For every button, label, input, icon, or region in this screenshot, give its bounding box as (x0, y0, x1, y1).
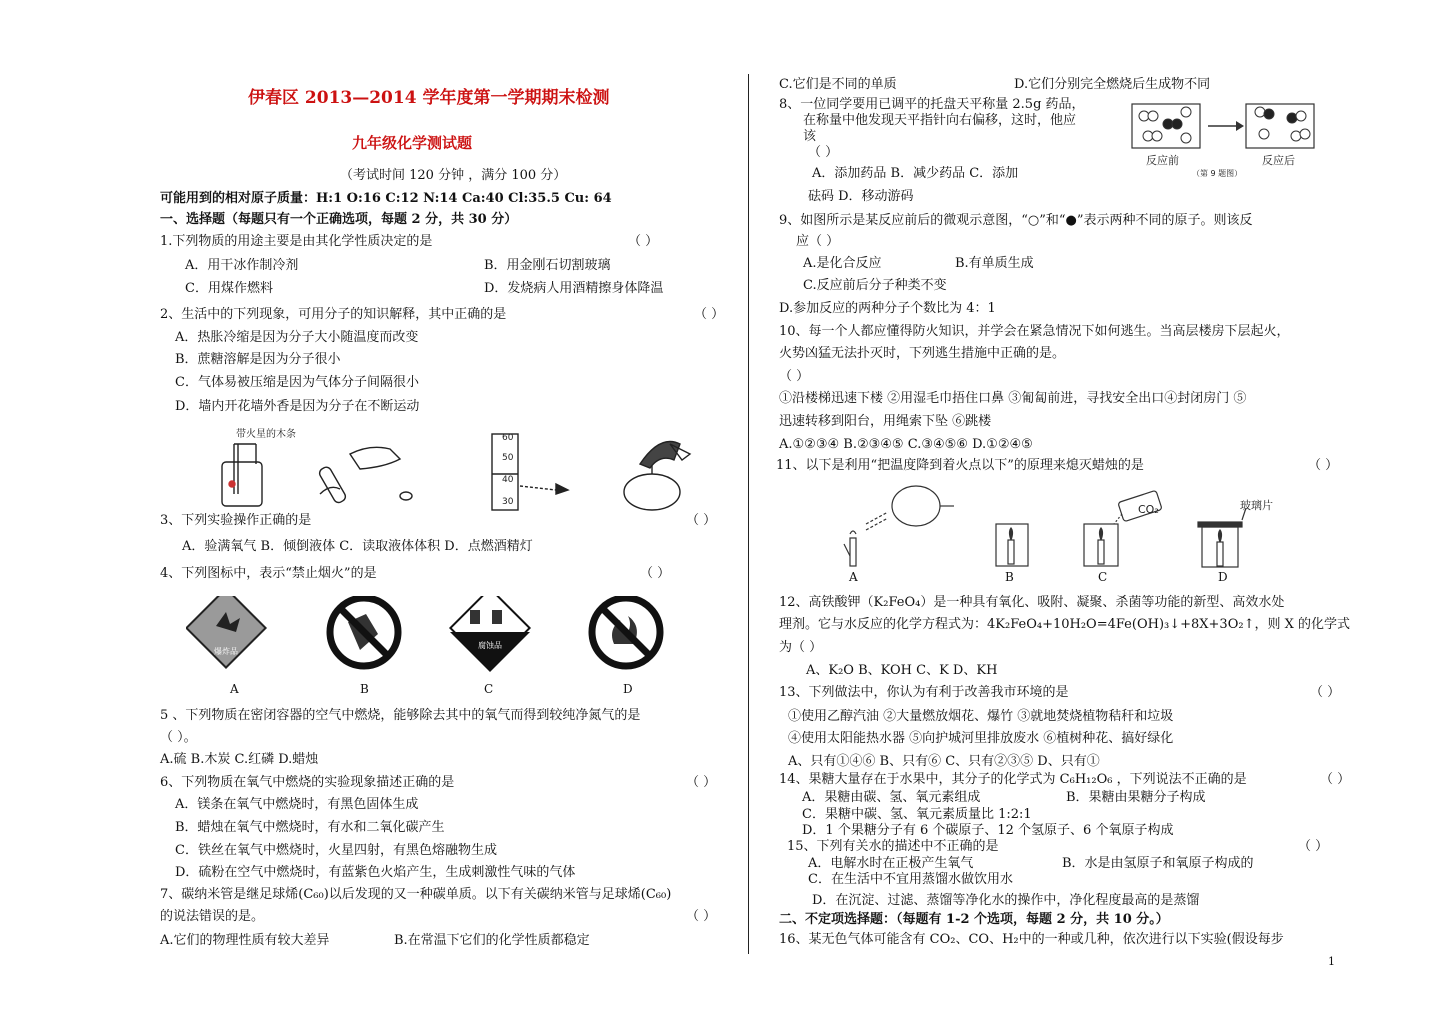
glass-covered-beaker-icon (1198, 508, 1246, 567)
question-13-items: ④使用太阳能热水器 ⑤向护城河里排放废水 ⑥植树种花、搞好绿化 (788, 731, 1174, 746)
question-14: 14、果糖大量存在于水果中，其分子的化学式为 C₆H₁₂O₆ ，下列说法不正确的是 (779, 772, 1247, 787)
question-8: 8、一位同学要用已调平的托盘天平称量 2.5g 药品， (779, 97, 1085, 112)
answer-blank: （ ） (808, 145, 839, 160)
co2-beaker-icon (1084, 490, 1162, 566)
option-b: B．蔗糖溶解是因为分子很小 (175, 352, 341, 367)
glass-label: 玻璃片 (1240, 499, 1273, 512)
reaction-diagram-figure (1124, 98, 1324, 180)
tick-label: 50 (502, 453, 514, 463)
sign-label-c: C (484, 682, 494, 696)
candle-label-a: A (849, 570, 858, 584)
column-divider (748, 74, 749, 954)
atomic-masses: 可能用到的相对原子质量：H:1 O:16 C:12 N:14 Ca:40 Cl:35.5 Cu: 64 (160, 191, 612, 206)
blowing-balloon-icon (844, 486, 954, 566)
question-7-tail: 的说法错误的是。 (160, 909, 265, 924)
answer-blank: （ ） (686, 909, 717, 924)
answer-blank: （ ） (640, 566, 671, 581)
tick-label: 40 (502, 475, 514, 485)
section-1-heading: 一、选择题（每题只有一个正确选项，每题 2 分，共 30 分） (160, 212, 518, 227)
exam-subtitle: 九年级化学测试题 (352, 134, 473, 152)
candle-label-c: C (1098, 570, 1108, 584)
question-12-line: 理剂。它与水反应的化学方程式为：4K₂FeO₄+10H₂O=4Fe(OH)₃↓+8X+3O₂↑，则 X 的化学式 (779, 617, 1350, 632)
answer-blank: （ ） (628, 234, 659, 249)
alcohol-lamp-icon (624, 442, 690, 511)
question-5-options: A.硫 B.木炭 C.红磷 D.蜡烛 (160, 752, 319, 767)
option-b: B．用金刚石切割玻璃 (484, 258, 611, 273)
question-10-line: 火势凶猛无法扑灭时，下列逃生措施中正确的是。 (779, 346, 1066, 361)
option-d: D.它们分别完全燃烧后生成物不同 (1014, 77, 1211, 92)
option-c: C.反应前后分子种类不变 (803, 278, 947, 293)
fire-stick-label: 带火星的木条 (236, 429, 296, 440)
page-number: 1 (1328, 955, 1335, 968)
option-a: A.它们的物理性质有较大差异 (160, 933, 330, 948)
option-c: C．果糖中碳、氢、氧元素质量比 1:2:1 (802, 807, 1032, 822)
question-8-line: 在称量中他发现天平指针向右偏移，这时，他应 (803, 113, 1077, 128)
exam-info: （考试时间 120 分钟 ，满分 100 分） (340, 168, 567, 183)
explosive-sign-icon (186, 596, 265, 668)
question-12-options: A、K₂O B、KOH C、K D、KH (806, 663, 998, 678)
corrosive-sign-text: 腐蚀品 (478, 641, 502, 650)
arrow-icon (1208, 121, 1244, 131)
question-9-line: 应（ ） (796, 234, 840, 249)
option-c: C．在生活中不宜用蒸馏水做饮用水 (808, 872, 1013, 887)
answer-blank: （ ） (1308, 458, 1339, 473)
option-d: D．在沉淀、过滤、蒸馏等净化水的操作中，净化程度最高的是蒸馏 (812, 893, 1200, 908)
answer-blank: （ ） (779, 369, 810, 384)
sign-label-d: D (623, 682, 633, 696)
option-d: D．墙内开花墙外香是因为分子在不断运动 (175, 399, 420, 414)
exam-title: 伊春区 2013—2014 学年度第一学期期末检测 (248, 88, 610, 108)
option-d: D．1 个果糖分子有 6 个碳原子、12 个氢原子、6 个氧原子构成 (802, 823, 1174, 838)
answer-blank: （ ） (1310, 685, 1341, 700)
question-13: 13、下列做法中，你认为有利于改善我市环境的是 (779, 685, 1069, 700)
gas-bottle-icon (222, 444, 262, 506)
question-7: 7、碳纳米管是继足球烯(C₆₀)以后发现的又一种碳单质。以下有关碳纳米管与足球烯(C₆₀) (160, 887, 672, 902)
no-fireworks-icon (330, 598, 398, 666)
safety-signs-figure (186, 596, 666, 678)
option-a: A．果糖由碳、氢、氧元素组成 (802, 790, 981, 805)
option-b: B．蜡烛在氧气中燃烧时，有水和二氧化碳产生 (175, 820, 445, 835)
option-b: B.有单质生成 (955, 256, 1034, 271)
tick-label: 30 (502, 497, 514, 507)
explosive-sign-text: 爆炸品 (214, 647, 238, 656)
beaker-candle-icon (996, 524, 1028, 566)
candle-label-d: D (1218, 570, 1228, 584)
answer-blank: （ ） (1298, 839, 1329, 854)
answer-blank: （ ） (1320, 772, 1351, 787)
after-label: 反应后 (1262, 154, 1295, 167)
option-d: D．硫粉在空气中燃烧时，有蓝紫色火焰产生，生成刺激性气味的气体 (175, 865, 576, 880)
question-1: 1.下列物质的用途主要是由其化学性质决定的是 (160, 234, 433, 249)
question-10-items: ①沿楼梯迅速下楼 ②用湿毛巾捂住口鼻 ③匍匐前进，寻找安全出口④封闭房门 ⑤ (779, 391, 1247, 406)
question-16: 16、某无色气体可能含有 CO₂、CO、H₂中的一种或几种，依次进行以下实验(假设每步 (779, 932, 1284, 947)
before-label: 反应前 (1146, 154, 1179, 167)
option-a: A．热胀冷缩是因为分子大小随温度而改变 (175, 330, 419, 345)
question-8-line: 该 (803, 129, 817, 144)
option-c: C．铁丝在氧气中燃烧时，火星四射，有黑色熔融物生成 (175, 843, 497, 858)
option-b: B．水是由氢原子和氧原子构成的 (1062, 856, 1254, 871)
question-13-options: A、只有①④⑥ B、只有⑥ C、只有②③⑤ D、只有① (788, 754, 1100, 769)
figure-caption: （第 9 题图） (1192, 169, 1243, 178)
pouring-liquid-icon (318, 447, 412, 504)
no-open-flame-icon (592, 598, 660, 666)
question-5: 5 、下列物质在密闭容器的空气中燃烧，能够除去其中的氧气而得到较纯净氮气的是 (160, 708, 641, 723)
question-4: 4、下列图标中，表示“禁止烟火”的是 (160, 566, 377, 581)
option-a: A．镁条在氧气中燃烧时，有黑色固体生成 (175, 797, 419, 812)
answer-blank: （ ） (686, 775, 717, 790)
question-8-options-tail: 砝码 D．移动游码 (808, 189, 914, 204)
question-5-tail: （ ）。 (160, 730, 197, 745)
option-b: B.在常温下它们的化学性质都稳定 (394, 933, 590, 948)
question-13-items: ①使用乙醇汽油 ②大量燃放烟花、爆竹 ③就地焚烧植物秸秆和垃圾 (788, 709, 1174, 724)
option-c: C.它们是不同的单质 (779, 77, 897, 92)
option-a: A.是化合反应 (803, 256, 882, 271)
option-d: D．发烧病人用酒精擦身体降温 (484, 281, 664, 296)
sign-label-a: A (230, 682, 239, 696)
question-12-line: 为（ ） (779, 640, 823, 655)
option-b: B．果糖由果糖分子构成 (1066, 790, 1206, 805)
question-8-options: A．添加药品 B．减少药品 C．添加 (812, 166, 1019, 181)
answer-blank: （ ） (686, 513, 717, 528)
question-9: 9、如图所示是某反应前后的微观示意图，“○”和“●”表示两种不同的原子。则该反 (779, 213, 1253, 228)
lab-operations-figure (200, 424, 710, 514)
corrosive-sign-icon (450, 596, 530, 672)
option-d: D.参加反应的两种分子个数比为 4：1 (779, 301, 996, 316)
option-c: C．气体易被压缩是因为气体分子间隔很小 (175, 375, 419, 390)
co2-label: CO₂ (1138, 503, 1159, 516)
question-15: 15、下列有关水的描述中不正确的是 (787, 839, 999, 854)
tick-label: 60 (502, 433, 514, 443)
section-2-heading: 二、不定项选择题：（每题有 1-2 个选项，每题 2 分，共 10 分。） (779, 912, 1169, 927)
question-11: 11、以下是利用“把温度降到着火点以下”的原理来熄灭蜡烛的是 (776, 458, 1144, 473)
option-a: A．用干冰作制冷剂 (185, 258, 299, 273)
option-a: A．电解水时在正极产生氧气 (808, 856, 974, 871)
candle-experiment-figure (836, 484, 1296, 570)
question-3: 3、下列实验操作正确的是 (160, 513, 312, 528)
question-6: 6、下列物质在氧气中燃烧的实验现象描述正确的是 (160, 775, 455, 790)
answer-blank: （ ） (694, 307, 725, 322)
question-3-options: A．验满氧气 B．倾倒液体 C．读取液体体积 D．点燃酒精灯 (182, 539, 533, 554)
question-10-items: 迅速转移到阳台，用绳索下坠 ⑥跳楼 (779, 414, 992, 429)
option-c: C．用煤作燃料 (185, 281, 273, 296)
question-2: 2、生活中的下列现象，可用分子的知识解释，其中正确的是 (160, 307, 507, 322)
question-12: 12、高铁酸钾（K₂FeO₄）是一种具有氧化、吸附、凝聚、杀菌等功能的新型、高效水处 (779, 595, 1285, 610)
question-10: 10、每一个人都应懂得防火知识，并学会在紧急情况下如何逃生。当高层楼房下层起火， (779, 324, 1290, 339)
sign-label-b: B (360, 682, 369, 696)
candle-label-b: B (1005, 570, 1014, 584)
question-10-options: A.①②③④ B.②③④⑤ C.③④⑤⑥ D.①②④⑤ (779, 437, 1033, 452)
